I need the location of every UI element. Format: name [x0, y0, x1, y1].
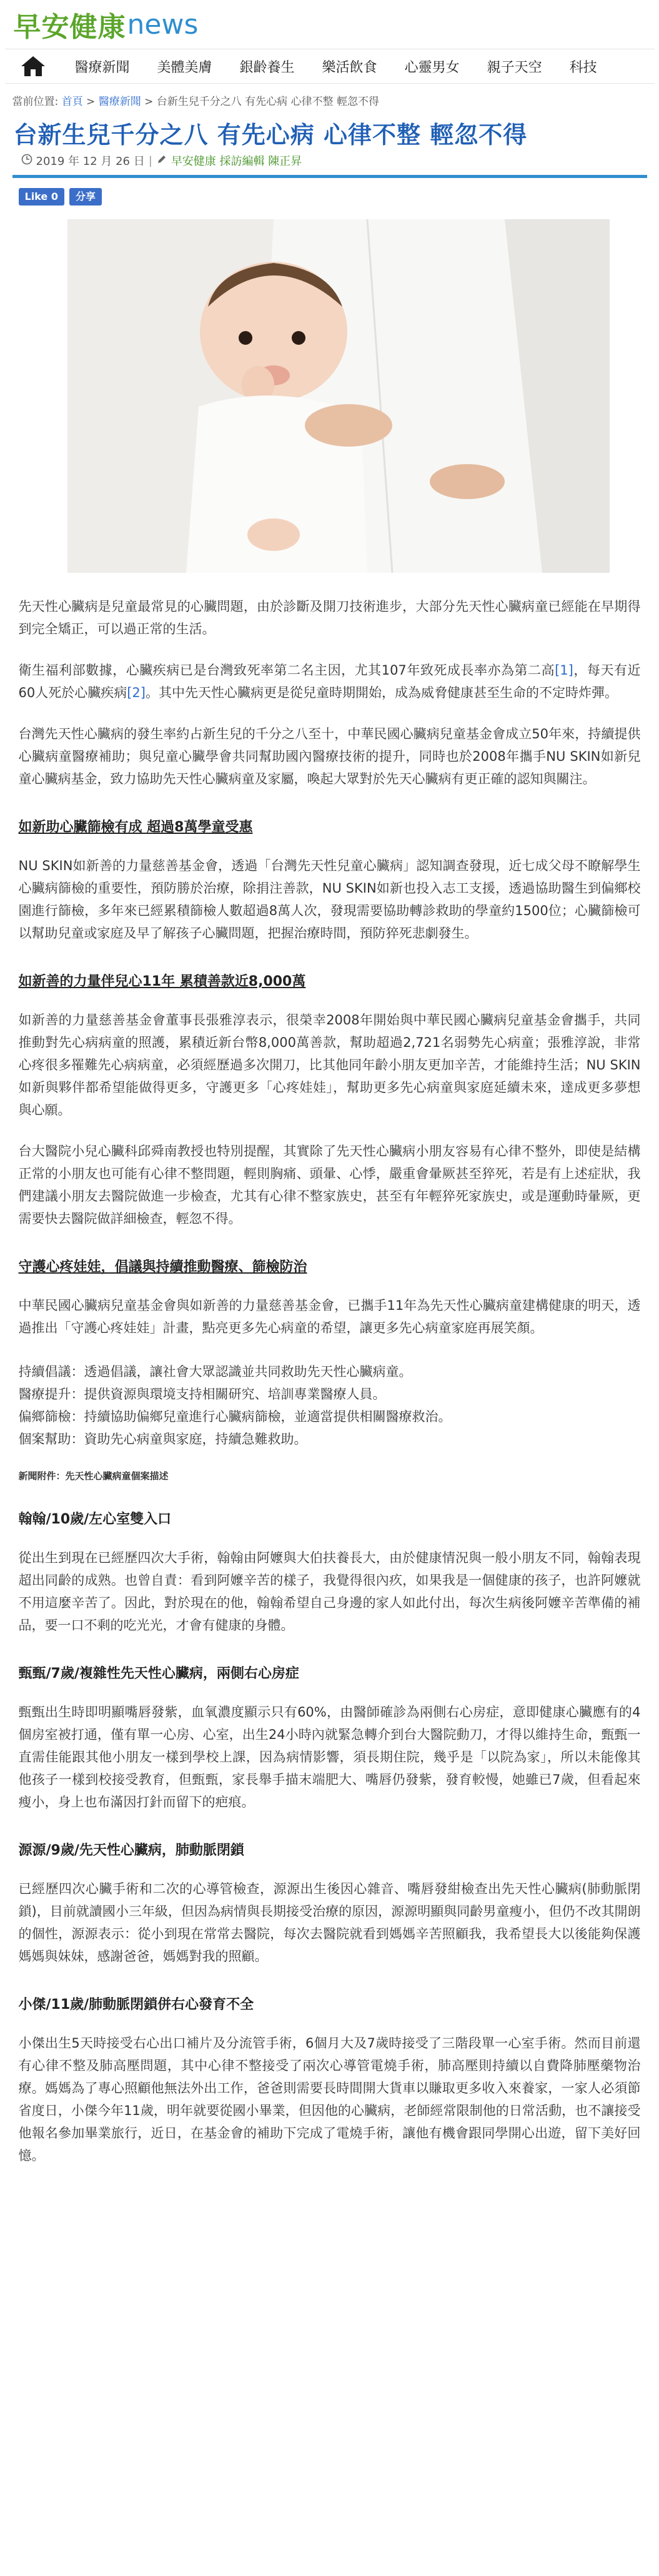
- nav-item-food[interactable]: 樂活飲食: [322, 59, 377, 76]
- pencil-icon: [156, 154, 167, 168]
- article-meta: [12, 152, 647, 178]
- paragraph: 台灣先天性心臟病的發生率約占新生兒的千分之八至十，中華民國心臟病兒童基金會成立50年來，持續提供心臟病童醫療補助；與兒童心臟學會共同幫助國內醫療技術的提升，同時也於2008年攜手NU SKIN如新兒童心臟病基金，致力協助先天性心臟病童及家屬，喚起大眾對於先天心臟病有更正確的認知與關注。: [18, 726, 641, 786]
- breadcrumb-sep: >: [144, 96, 154, 108]
- breadcrumb-current: 台新生兒千分之八 有先心病 心律不整 輕忽不得: [156, 96, 379, 108]
- breadcrumb: [5, 84, 655, 112]
- main-nav: [5, 49, 655, 84]
- breadcrumb-prefix: 當前位置:: [12, 96, 59, 108]
- logo-text-cn: 早安健康: [13, 11, 126, 43]
- footnote-link[interactable]: [1]: [555, 663, 573, 678]
- share-bar: [5, 178, 655, 206]
- case-heading: 小傑/11歲/肺動脈閉鎖併右心發育不全: [18, 1997, 254, 2013]
- author-link[interactable]: 早安健康 採訪編輯 陳正昇: [171, 155, 302, 168]
- facebook-share-button[interactable]: 分享: [69, 188, 102, 206]
- nav-item-medical-news[interactable]: 醫療新聞: [74, 59, 130, 76]
- home-icon[interactable]: [5, 49, 61, 83]
- list-item: 個案幫助：資助先心病童與家庭，持續急難救助。: [18, 1432, 307, 1447]
- footnote-link[interactable]: [2]: [127, 685, 146, 700]
- nav-item-tech[interactable]: 科技: [569, 59, 597, 76]
- logo-text-en: news: [127, 8, 199, 41]
- site-logo[interactable]: [5, 0, 655, 49]
- facebook-like-button[interactable]: Like 0: [19, 188, 64, 206]
- attachment-note: 新聞附件：先天性心臟病童個案描述: [18, 1470, 169, 1482]
- case-heading: 翰翰/10歲/左心室雙入口: [18, 1512, 172, 1527]
- page: [5, 0, 655, 2167]
- clock-icon: [21, 154, 32, 168]
- page-title: 台新生兒千分之八 有先心病 心律不整 輕忽不得: [13, 121, 528, 149]
- paragraph: 衛生福利部數據，心臟疾病已是台灣致死率第二名主因，尤其107年致死成長率亦為第二高[1]，每天有近60人死於心臟疾病[2]。其中先天性心臟病更是從兒童時期開始，成為威脅健康甚至生命的不定時炸彈。: [18, 663, 641, 700]
- case-heading: 源源/9歲/先天性心臟病，肺動脈閉鎖: [18, 1843, 244, 1858]
- nav-item-mind[interactable]: 心靈男女: [404, 59, 460, 76]
- list-item: 醫療提升：提供資源與環境支持相關研究、培訓專業醫療人員。: [18, 1387, 386, 1402]
- breadcrumb-sep: >: [86, 96, 96, 108]
- breadcrumb-home-link[interactable]: 首頁: [61, 96, 83, 108]
- paragraph: NU SKIN如新善的力量慈善基金會，透過「台灣先天性兒童心臟病」認知調查發現，近七成父母不瞭解學生心臟病篩檢的重要性，預防勝於治療，除捐注善款，NU SKIN如新也投入志工支援，透過協助醫生到偏鄉校園進行篩檢，多年來已經累積篩檢人數超過8萬人次，發現需要協助轉診救助的學童約1500位；心臟篩檢可以幫助兒童或家庭及早了解孩子心臟問題，把握治療時間，預防猝死悲劇發生。: [18, 858, 641, 941]
- paragraph: 已經歷四次心臟手術和二次的心導管檢查，源源出生後因心雜音、嘴唇發紺檢查出先天性心臟病(肺動脈閉鎖)，目前就讀國小三年級，但因為病情與長期接受治療的原因，源源明顯與同齡男童瘦小，但仍不改其開朗的個性，源源表示：從小到現在常常去醫院，每次去醫院就看到媽媽辛苦照顧我，我希望長大以後能夠保護媽媽與妹妹，感謝爸爸，媽媽對我的照顧。: [18, 1881, 641, 1964]
- section-heading: 守護心疼娃娃，倡議與持續推動醫療、篩檢防治: [18, 1259, 307, 1275]
- paragraph: 台大醫院小兒心臟科邱舜南教授也特別提醒，其實除了先天性心臟病小朋友容易有心律不整外，即使是結構正常的小朋友也可能有心律不整問題，輕則胸痛、頭暈、心悸，嚴重會暈厥甚至猝死，若是有上述症狀，我們建議小朋友去醫院做進一步檢查，尤其有心律不整家族史，甚至有年輕猝死家族史，或是運動時暈厥，更需要快去醫院做詳細檢查，輕忽不得。: [18, 1144, 641, 1226]
- nav-item-parenting[interactable]: 親子天空: [487, 59, 542, 76]
- case-heading: 甄甄/7歲/複雜性先天性心臟病，兩側右心房症: [18, 1666, 299, 1682]
- list-item: 持續倡議：透過倡議，讓社會大眾認識並共同救助先天性心臟病童。: [18, 1364, 412, 1379]
- list-item: 偏鄉篩檢：持續協助偏鄉兒童進行心臟病篩檢，並適當提供相關醫療救治。: [18, 1409, 452, 1424]
- divider: |: [148, 154, 152, 167]
- paragraph: 中華民國心臟病兒童基金會與如新善的力量慈善基金會，已攜手11年為先天性心臟病童建構健康的明天，透過推出「守護心疼娃娃」計畫，點亮更多先心病童的希望，讓更多先心病童家庭再展笑顏。: [18, 1298, 641, 1335]
- publish-date: 2019 年 12 月 26 日: [36, 155, 145, 168]
- nav-item-beauty[interactable]: 美體美膚: [157, 59, 212, 76]
- nav-item-senior-health[interactable]: 銀齡養生: [239, 59, 295, 76]
- initiative-list: [19, 1360, 641, 1450]
- breadcrumb-section-link[interactable]: 醫療新聞: [98, 96, 141, 108]
- paragraph: 小傑出生5天時接受右心出口補片及分流管手術，6個月大及7歲時接受了三階段單一心室手術。然而目前還有心律不整及肺高壓問題，其中心律不整接受了兩次心導管電燒手術，肺高壓則持續以自費降肺壓藥物治療。媽媽為了專心照顧他無法外出工作，爸爸則需要長時間開大貨車以賺取更多收入來養家，一家人必須節省度日，小傑今年11歲，明年就要從國小畢業，但因他的心臟病，老師經常限制他的日常活動，也不讓接受他報名參加畢業旅行，近日，在基金會的補助下完成了電燒手術，讓他有機會跟同學開心出遊，留下美好回憶。: [18, 2036, 641, 2163]
- section-heading: 如新善的力量伴兒心11年 累積善款近8,000萬: [18, 974, 306, 989]
- paragraph: 甄甄出生時即明顯嘴唇發紫，血氧濃度顯示只有60%，由醫師確診為兩側右心房症，意即健康心臟應有的4個房室被打通，僅有單一心房、心室，出生24小時內就緊急轉介到台大醫院動刀，才得以維持生命，甄甄一直需佳能跟其他小朋友一樣到學校上課，因為病情影響，須長期住院，幾乎是「以院為家」，所以未能像其他孩子一樣到校接受教育，但甄甄，家長舉手描末端肥大、嘴唇仍發紫，發育較慢，她雖已7歲，但看起來瘦小，身上也布滿因打針而留下的疤痕。: [18, 1705, 641, 1810]
- article-photo: [67, 219, 610, 573]
- baby-photo-illustration: [67, 219, 610, 573]
- paragraph: 先天性心臟病是兒童最常見的心臟問題，由於診斷及開刀技術進步，大部分先天性心臟病童已經能在早期得到完全矯正，可以過正常的生活。: [18, 599, 641, 637]
- paragraph: 從出生到現在已經歷四次大手術，翰翰由阿嬤與大伯扶養長大，由於健康情況與一般小朋友不同，翰翰表現超出同齡的成熟。也曾自責：看到阿嬤辛苦的樣子，我覺得很內疚，如果我是一個健康的孩子，也許阿嬤就不用這麼辛苦了。因此，對於現在的他，翰翰希望自己身邊的家人如此付出，每次生病後阿嬤辛苦準備的補品，要一口不剩的吃光光，才會有健康的身體。: [18, 1550, 641, 1633]
- article-body: [5, 595, 655, 2167]
- section-heading: 如新助心臟篩檢有成 超過8萬學童受惠: [18, 820, 253, 835]
- paragraph: 如新善的力量慈善基金會董事長張雅淳表示，很榮幸2008年開始與中華民國心臟病兒童基金會攜手，共同推動對先心病病童的照護，累積近新台幣8,000萬善款，幫助超過2,721名弱勢先心病童；張雅淳說，非常心疼很多罹難先心病病童，必須經歷過多次開刀，比其他同年齡小朋友更加辛苦，才能維持生活；NU SKIN如新與夥伴都希望能做得更多，守護更多「心疼娃娃」，幫助更多先心病童與家庭延續未來，達成更多夢想與心願。: [18, 1013, 641, 1117]
